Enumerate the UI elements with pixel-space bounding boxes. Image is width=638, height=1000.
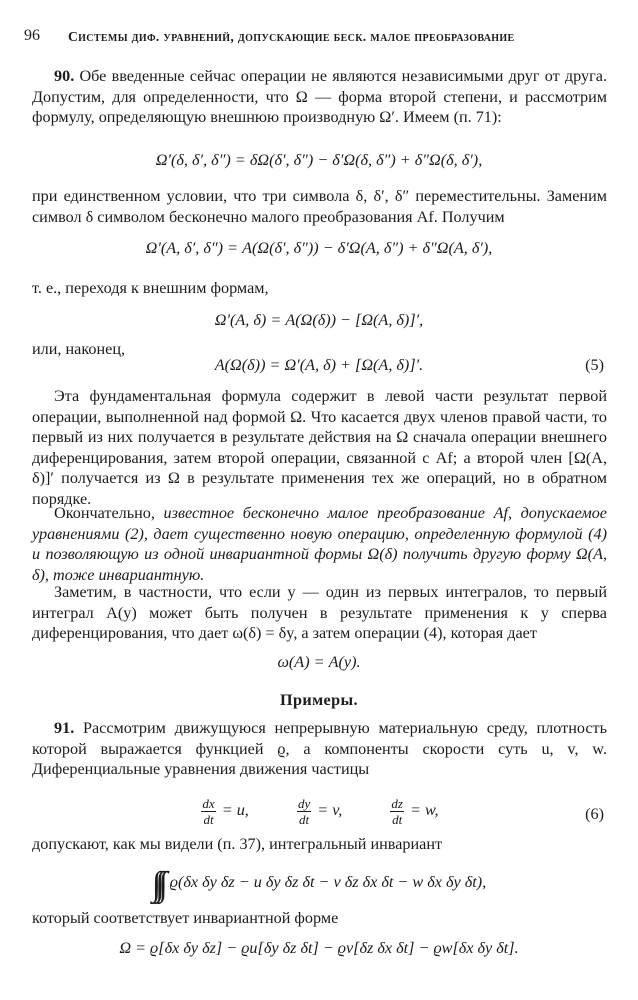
section-heading-examples: Примеры. — [279, 691, 359, 709]
equation-6-number: (6) — [585, 805, 604, 823]
equation-6-rhs-u: = u, — [221, 801, 249, 820]
running-header — [24, 26, 614, 48]
integral-body: ϱ(δx δy δz − u δy δz δt − v δz δx δt − w δx δy δt), — [169, 873, 487, 891]
paragraph-te: т. е., переходя к внешним формам, — [32, 279, 269, 297]
equation-omega: ω(A) = A(y). — [277, 653, 361, 671]
paragraph-90-text: Обе введенные сейчас операции не являются независимыми друг от друга. Допустим, для определенности, что Ω — форма второй степени, и рассмотрим формулу, определяющую внешнюю производную Ω′. Имеем (п. 71): — [32, 67, 607, 127]
equation-5-number: (5) — [585, 356, 604, 374]
fraction-dx-dt: $\frac{dx}{dt}$ — [202, 796, 215, 827]
paragraph-90 — [32, 66, 607, 128]
paragraph-final-lead: Окончательно, — [54, 504, 155, 522]
fraction-dy-dt: $\frac{dy}{dt}$ — [297, 796, 311, 827]
paragraph-corresponds: который соответствует инвариантной форме — [32, 909, 339, 927]
triple-integral-sign: ∫∫∫ — [151, 866, 162, 903]
page-number: 96 — [24, 27, 40, 44]
equation-2: Ω′(A, δ′, δ″) = A(Ω(δ′, δ″)) − δ′Ω(A, δ″) + δ″Ω(A, δ′), — [145, 239, 493, 257]
paragraph-91 — [32, 718, 607, 780]
paragraph-fundamental: Эта фундаментальная формула содержит в левой части результат первой операции, выполненной над формой Ω. Что касается двух членов правой части, то первый из них получается в результате действия на Ω сначала операции внешнего диференцирования, затем второй операции, связанной с Af; а второй член [Ω(A, δ)]′ получается из Ω в результате применения тех же операций, но в обратном порядке. — [32, 387, 607, 508]
paragraph-final-italic: известное бесконечно малое преобразование Af, допускаемое уравнениями (2), дает существенно новую операцию, определенную формулой (4) и позволяющую из одной инвариантной формы Ω(δ) получить другую форму Ω(A, δ), тоже инвариантную. — [32, 504, 607, 584]
running-title: Системы диф. уравнений, допускающие беск. малое преобразование — [68, 29, 515, 44]
section-number-91: 91. — [54, 719, 75, 737]
equation-5 — [0, 355, 638, 376]
equation-6-rhs-w: = w, — [409, 801, 439, 820]
equation-invariant-form: Ω = ϱ[δx δy δz] − ϱu[δy δz δt] − ϱv[δz δx δt] − ϱw[δx δy δt]. — [119, 939, 519, 957]
paragraph-admit: допускают, как мы видели (п. 37), интегральный инвариант — [32, 835, 443, 853]
section-number-90: 90. — [54, 67, 75, 85]
equation-5-body: A(Ω(δ)) = Ω′(A, δ) + [Ω(A, δ)]′. — [214, 356, 424, 374]
equation-6-rhs-v: = v, — [317, 801, 343, 820]
equation-1: Ω′(δ, δ′, δ″) = δΩ(δ′, δ″) − δ′Ω(δ, δ″) + δ″Ω(δ, δ′), — [155, 151, 483, 169]
equation-6 — [0, 796, 638, 827]
equation-3: Ω′(A, δ) = A(Ω(δ)) − [Ω(A, δ)]′, — [214, 311, 424, 329]
paragraph-final — [32, 503, 607, 585]
paragraph-after-eq1: при единственном условии, что три символа δ, δ′, δ″ переместительны. Заменим символ δ символом бесконечно малого преобразования Af. Получим — [32, 187, 607, 226]
equation-integral — [0, 866, 638, 903]
paragraph-note: Заметим, в частности, что если y — один из первых интегралов, то первый интеграл A(y) может быть получен в результате применения к y сперва диференцирования, что дает ω(δ) = δy, а затем операции (4), которая дает — [32, 583, 607, 643]
paragraph-ili: или, наконец, — [32, 340, 126, 358]
paragraph-91-text: Рассмотрим движущуюся непрерывную материальную среду, плотность которой выражается функцией ϱ, а компоненты скорости суть u, v, w. Диференциальные уравнения движения частицы — [32, 719, 607, 779]
fraction-dz-dt: $\frac{dz}{dt}$ — [391, 796, 403, 827]
